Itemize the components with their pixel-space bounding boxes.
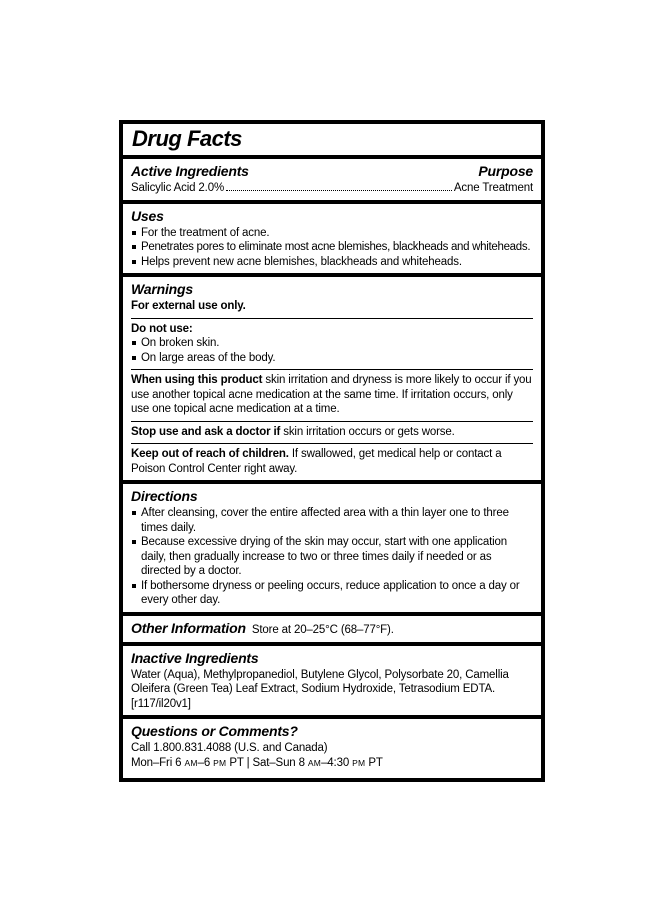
phone-text: Call 1.800.831.4088 (U.S. and Canada) [131,742,328,754]
hours-text [131,756,533,771]
warnings-heading: Warnings [131,281,193,297]
ingredient-name: Salicylic Acid 2.0% [131,182,225,194]
directions-section [123,480,541,612]
list-item: For the treatment of acne. [131,226,533,241]
stop-use-label: Stop use and ask a doctor if [131,425,281,438]
directions-heading: Directions [131,488,198,504]
when-using-paragraph [131,373,533,417]
storage-text: Store at 20–25°C (68–77°F). [251,623,394,636]
when-using-text: skin irritation and dryness is more likely to occur if you use another topical acne medication at the same time. If irritation occurs, only use one topical acne medication at a time. [131,374,532,415]
divider [131,318,533,319]
list-item: After cleansing, cover the entire affected area with a thin layer one to three times daily. [131,506,533,535]
active-ingredients-section [123,155,541,200]
list-item: On large areas of the body. [131,351,533,366]
uses-list [131,226,533,270]
list-item: On broken skin. [131,336,533,351]
divider [131,369,533,370]
pm-label: PM [352,757,366,768]
uses-heading: Uses [131,207,164,224]
product-code: [r117/il20v1] [131,697,191,710]
hours-part: PT [365,756,383,769]
questions-heading: Questions or Comments? [131,723,298,739]
am-label: AM [307,757,322,768]
divider [131,421,533,422]
other-information-heading: Other Information [131,619,246,636]
inactive-ingredients-text: Water (Aqua), Methylpropanediol, Butylene Glycol, Polysorbate 20, Camellia Oleifera (Green Tea) Leaf Extract, Sodium Hydroxide, Tetrasodium EDTA. [131,668,509,695]
other-information-section [123,612,541,642]
ingredient-purpose: Acne Treatment [453,182,533,194]
hours-part: PT | Sat–Sun 8 [226,756,308,769]
hours-part: –6 [197,756,214,769]
do-not-use-label: Do not use: [131,322,193,335]
list-item: If bothersome dryness or peeling occurs, reduce application to once a day or every other day. [131,579,533,608]
external-use-text: For external use only. [131,300,246,312]
stop-use-paragraph [131,425,533,440]
list-item: Penetrates pores to eliminate most acne blemishes, blackheads and whiteheads. [131,240,533,255]
uses-section [123,200,541,274]
list-item: Because excessive drying of the skin may occur, start with one application daily, then gradually increase to two or three times daily if needed or as directed by a doctor. [131,535,533,579]
list-item: Helps prevent new acne blemishes, blackheads and whiteheads. [131,255,533,270]
stop-use-text: skin irritation occurs or gets worse. [280,425,455,438]
purpose-heading: Purpose [478,163,533,179]
inactive-ingredients-section [123,642,541,716]
do-not-use-list [131,336,533,365]
am-label: AM [184,757,198,768]
hours-part: –4:30 [321,756,353,769]
when-using-label: When using this product [131,374,263,386]
hours-part: Mon–Fri 6 [131,756,185,769]
keep-out-label: Keep out of reach of children. [131,448,289,460]
drug-facts-panel [119,120,545,782]
active-ingredients-heading: Active Ingredients [131,163,249,179]
ingredient-row [131,181,533,196]
questions-section [123,715,541,778]
directions-list [131,506,533,608]
inactive-ingredients-heading: Inactive Ingredients [131,649,259,666]
pm-label: PM [213,757,227,768]
keep-out-text: If swallowed, get medical help or contact a Poison Control Center right away. [131,448,502,475]
divider [131,443,533,444]
drug-facts-title: Drug Facts [132,126,242,151]
warnings-section [123,273,541,480]
leader-dots [226,190,452,191]
keep-out-paragraph [131,447,533,476]
